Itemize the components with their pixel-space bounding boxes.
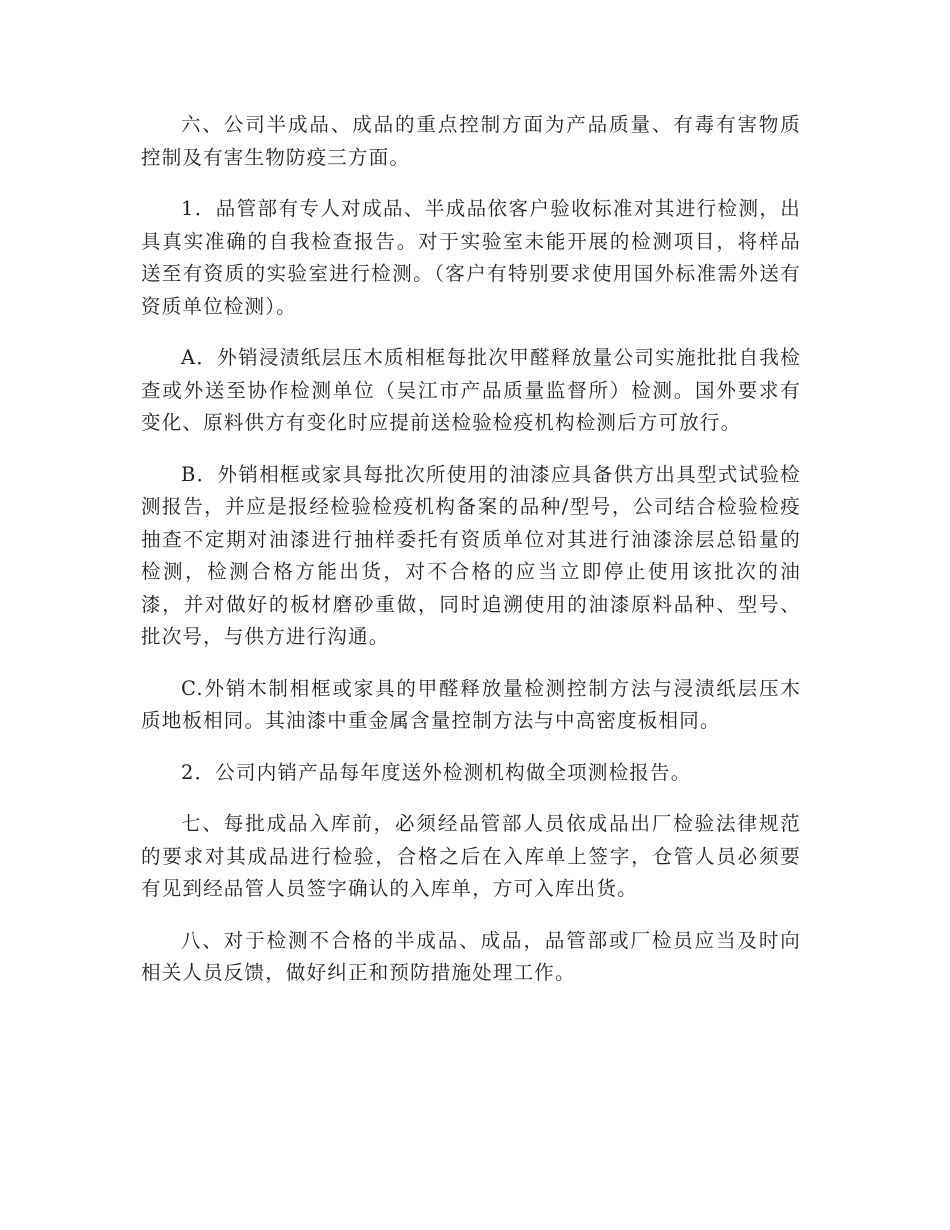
paragraph-item-1: 1．品管部有专人对成品、半成品依客户验收标准对其进行检测，出具真实准确的自我检查报告。对于实验室未能开展的检测项目，将样品送至有资质的实验室进行检测。（客户有特别要求使用国外标准需外送有资质单位检测）。 xyxy=(141,197,801,318)
document-body xyxy=(141,109,801,1009)
paragraph-section-7: 七、每批成品入库前，必须经品管部人员依成品出厂检验法律规范的要求对其成品进行检验，合格之后在入库单上签字，仓管人员必须要有见到经品管人员签字确认的入库单，方可入库出货。 xyxy=(141,812,801,900)
paragraph-item-2: 2．公司内销产品每年度送外检测机构做全项测检报告。 xyxy=(181,760,692,784)
paragraph-item-c: C.外销木制相框或家具的甲醛释放量检测控制方法与浸渍纸层压木质地板相同。其油漆中重金属含量控制方法与中高密度板相同。 xyxy=(141,676,801,732)
paragraph-section-6: 六、公司半成品、成品的重点控制方面为产品质量、有毒有害物质控制及有害生物防疫三方面。 xyxy=(141,113,801,169)
paragraph-item-b: B．外销相框或家具每批次所使用的油漆应具备供方出具型式试验检测报告，并应是报经检验检疫机构备案的品种/型号，公司结合检验检疫抽查不定期对油漆进行抽样委托有资质单位对其进行油漆涂层总铅量的检测，检测合格方能出货，对不合格的应当立即停止使用该批次的油漆，并对做好的板材磨砂重做，同时追溯使用的油漆原料品种、型号、批次号，与供方进行沟通。 xyxy=(141,462,801,648)
paragraph-section-8: 八、对于检测不合格的半成品、成品，品管部或厂检员应当及时向相关人员反馈，做好纠正和预防措施处理工作。 xyxy=(141,928,801,984)
paragraph-item-a: A．外销浸渍纸层压木质相框每批次甲醛释放量公司实施批批自我检查或外送至协作检测单位（吴江市产品质量监督所）检测。国外要求有变化、原料供方有变化时应提前送检验检疫机构检测后方可放行。 xyxy=(141,346,801,434)
